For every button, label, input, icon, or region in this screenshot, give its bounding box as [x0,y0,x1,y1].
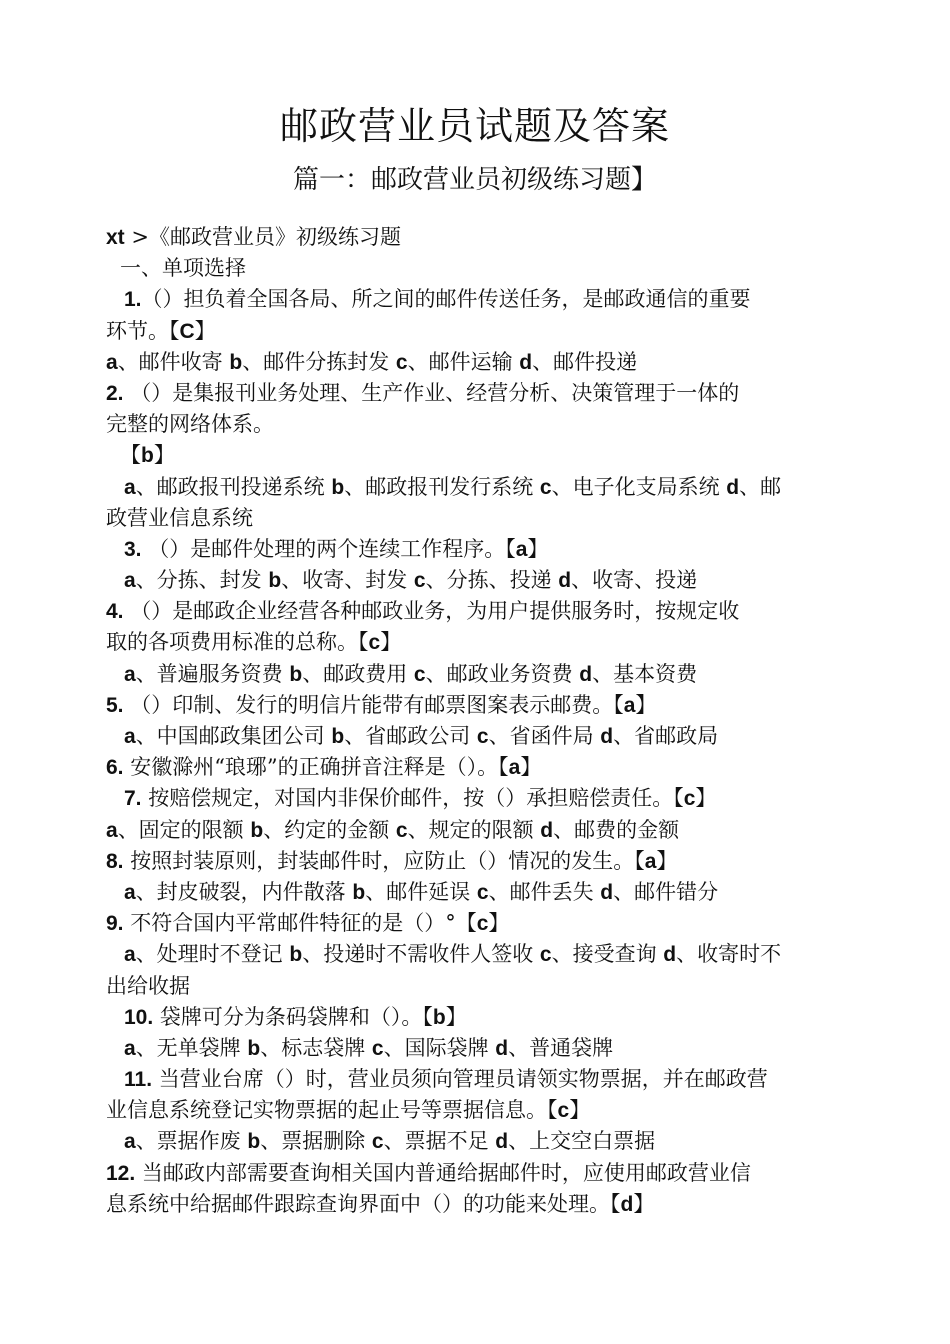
text-line: 9. 不符合国内平常邮件特征的是（）°【c】 [106,911,510,936]
text-line: 息系统中给据邮件跟踪查询界面中（）的功能来处理。【d】 [106,1191,655,1216]
text-line: 12. 当邮政内部需要查询相关国内普通给据邮件时，应使用邮政营业信 [106,1160,751,1185]
text-line: 2. （）是集报刊业务处理、生产作业、经营分析、决策管理于一体的 [106,380,740,405]
text-line: 4. （）是邮政企业经营各种邮政业务，为用户提供服务时，按规定收 [106,599,740,624]
text-line: 1.（）担负着全国各局、所之间的邮件传送任务，是邮政通信的重要 [124,287,751,312]
text-line: 3. （）是邮件处理的两个连续工作程序。【a】 [124,536,549,561]
text-line: 一、单项选择 [120,256,246,281]
text-line: 11. 当营业台席（）时，营业员须向管理员请领实物票据，并在邮政营 [124,1067,768,1092]
text-line: 业信息系统登记实物票据的起止号等票据信息。【c】 [106,1098,591,1123]
page-subtitle: 篇一：邮政营业员初级练习题】 [292,165,657,195]
text-line: 5. （）印制、发行的明信片能带有邮票图案表示邮费。【a】 [106,692,657,717]
text-line: a、固定的限额 b、约定的金额 c、规定的限额 d、邮费的金额 [106,817,680,842]
text-line: 8. 按照封装原则，封装邮件时，应防止（）情况的发生。【a】 [106,848,678,873]
text-line: 出给收据 [106,973,190,998]
text-line: a、分拣、封发 b、收寄、封发 c、分拣、投递 d、收寄、投递 [124,568,698,593]
page-title: 邮政营业员试题及答案 [279,104,670,148]
text-line: a、邮政报刊投递系统 b、邮政报刊发行系统 c、电子化支局系统 d、邮 [124,474,782,499]
text-line: 取的各项费用标准的总称。【c】 [106,630,402,655]
text-line: a、处理时不登记 b、投递时不需收件人签收 c、接受查询 d、收寄时不 [124,942,782,967]
text-line: a、普遍服务资费 b、邮政费用 c、邮政业务资费 d、基本资费 [124,661,698,686]
text-line: 政营业信息系统 [106,505,253,530]
text-line: 7. 按赔偿规定，对国内非保价邮件，按（）承担赔偿责任。【c】 [124,786,717,811]
text-line: 环节。【C】 [106,318,216,343]
text-line: a、中国邮政集团公司 b、省邮政公司 c、省函件局 d、省邮政局 [124,724,719,748]
text-line: 【b】 [120,443,175,468]
text-line: a、无单袋牌 b、标志袋牌 c、国际袋牌 d、普通袋牌 [124,1035,614,1060]
document-body [106,222,846,1220]
text-line: a、封皮破裂，内件散落 b、邮件延误 c、邮件丢失 d、邮件错分 [124,879,719,904]
text-line: 10. 袋牌可分为条码袋牌和（）。【b】 [124,1004,467,1029]
text-line: a、邮件收寄 b、邮件分拣封发 c、邮件运输 d、邮件投递 [106,349,638,374]
text-line: 完整的网络体系。 [106,412,274,437]
text-line: a、票据作废 b、票据删除 c、票据不足 d、上交空白票据 [124,1129,656,1154]
text-line: 6. 安徽滁州“琅琊”的正确拼音注释是（）。【a】 [106,755,542,780]
text-line: xt >《邮政营业员》初级练习题 [106,225,401,249]
